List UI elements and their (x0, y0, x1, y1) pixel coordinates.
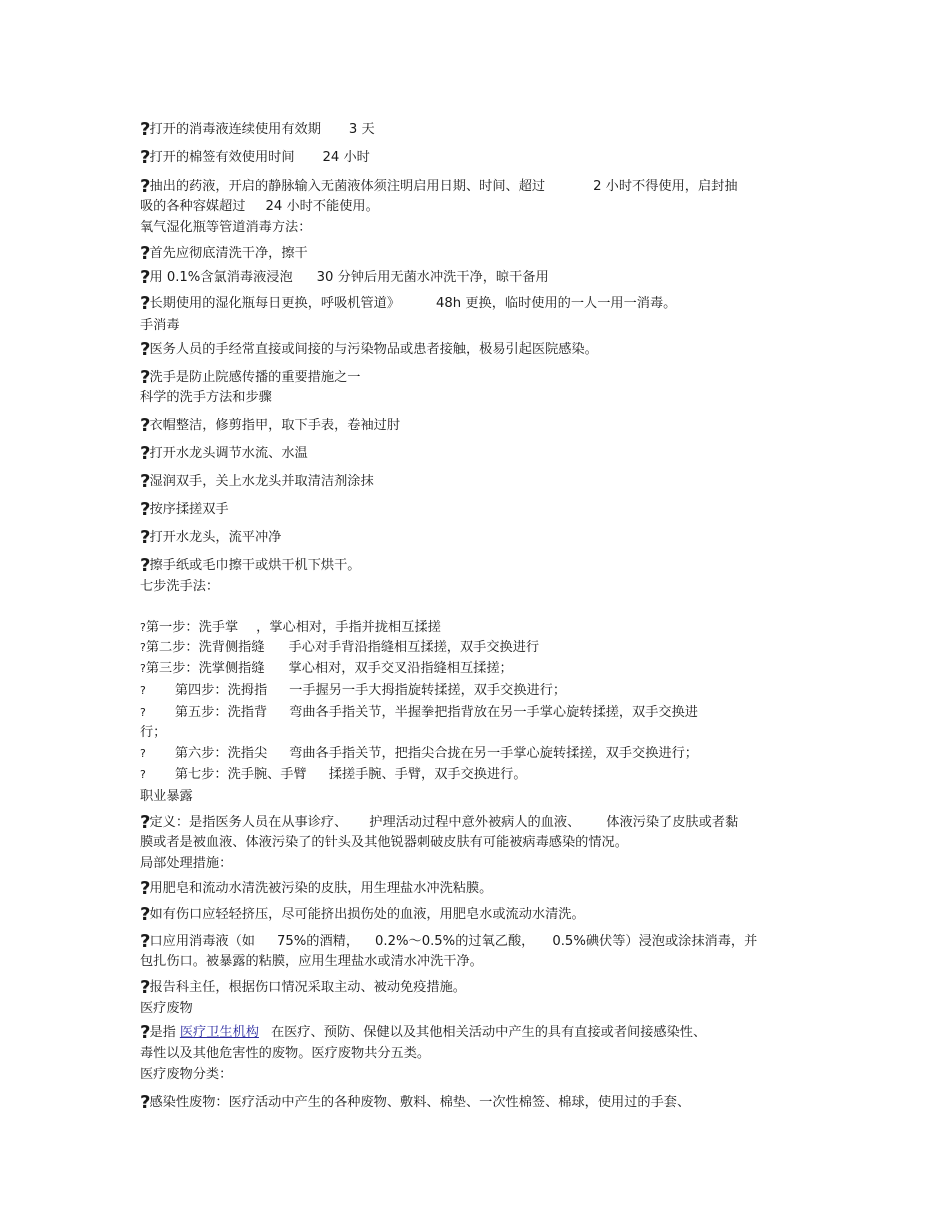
bullet-icon: ? (140, 812, 151, 833)
bullet-icon: ? (140, 293, 151, 314)
bullet-icon: ? (140, 367, 151, 388)
bullet-icon: ? (140, 747, 146, 760)
text-line: ?报告科主任，根据伤口情况采取主动、被动免疫措施。 (140, 977, 466, 998)
text-line: ?用 0.1%含氯消毒液浸泡 30 分钟后用无菌水冲洗干净，晾干备用 (140, 267, 549, 288)
bullet-icon: ? (140, 176, 151, 197)
bullet-icon: ? (140, 931, 151, 952)
step-line: ?第二步：洗背侧指缝 手心对手背沿指缝相互揉搓，双手交换进行 (140, 640, 540, 655)
medical-institution-link[interactable]: 医疗卫生机构 (179, 1025, 259, 1040)
text-line: ?抽出的药液，开启的静脉输入无菌液体须注明启用日期、时间、超过 2 小时不得使用，启封抽 (140, 176, 738, 197)
step-line: ? 第五步：洗指背 弯曲各手指关节，半握拳把指背放在另一手掌心旋转揉搓，双手交换进 (140, 705, 698, 720)
text-line: ?衣帽整洁，修剪指甲，取下手表，卷袖过肘 (140, 415, 401, 436)
section-heading: 科学的洗手方法和步骤 (140, 390, 272, 405)
bullet-icon: ? (140, 443, 151, 464)
text-line: ?擦手纸或毛巾擦干或烘干机下烘干。 (140, 555, 361, 576)
text-line: ?定义：是指医务人员在从事诊疗、 护理活动过程中意外被病人的血液、 体液污染了皮肤或者黏 (140, 812, 739, 833)
bullet-icon: ? (140, 415, 151, 436)
bullet-icon: ? (140, 706, 146, 719)
text-line: ?按序揉搓双手 (140, 499, 229, 520)
section-heading: 医疗废物分类： (140, 1067, 233, 1082)
section-heading: 氧气湿化瓶等管道消毒方法： (140, 220, 312, 235)
bullet-icon: ? (140, 768, 146, 781)
text-line: ?医务人员的手经常直接或间接的与污染物品或患者接触，极易引起医院感染。 (140, 339, 598, 360)
text-line: 膜或者是被血液、体液污染了的针头及其他锐器刺破皮肤有可能被病毒感染的情况。 (140, 835, 628, 850)
step-line: ?第三步：洗掌侧指缝 掌心相对，双手交叉沿指缝相互揉搓； (140, 661, 513, 676)
text-line: ?打开水龙头调节水流、水温 (140, 443, 308, 464)
bullet-icon: ? (140, 641, 146, 654)
step-line: ? 第七步：洗手腕、手臂 揉搓手腕、手臂，双手交换进行。 (140, 767, 527, 782)
bullet-icon: ? (140, 904, 151, 925)
text-line: ?用肥皂和流动水清洗被污染的皮肤，用生理盐水冲洗粘膜。 (140, 878, 493, 899)
bullet-icon: ? (140, 267, 151, 288)
section-heading: 七步洗手法： (140, 579, 220, 594)
bullet-icon: ? (140, 555, 151, 576)
bullet-icon: ? (140, 147, 151, 168)
section-heading: 手消毒 (140, 318, 180, 333)
text-line: ?首先应彻底清洗干净，擦干 (140, 243, 308, 264)
bullet-icon: ? (140, 471, 151, 492)
bullet-icon: ? (140, 684, 146, 697)
section-heading: 职业暴露 (140, 789, 193, 804)
step-line: 行； (140, 725, 167, 740)
step-line: ?第一步：洗手掌 ，掌心相对，手指并拢相互揉搓 (140, 620, 441, 635)
bullet-icon: ? (140, 339, 151, 360)
bullet-icon: ? (140, 499, 151, 520)
bullet-icon: ? (140, 243, 151, 264)
text-line: ?感染性废物：医疗活动中产生的各种废物、敷料、棉垫、一次性棉签、棉球，使用过的手套、 (140, 1092, 691, 1113)
bullet-icon: ? (140, 1022, 151, 1043)
bullet-icon: ? (140, 621, 146, 634)
text-line: ?洗手是防止院感传播的重要措施之一 (140, 367, 361, 388)
section-heading: 医疗废物 (140, 1001, 193, 1016)
step-line: ? 第六步：洗指尖 弯曲各手指关节，把指尖合拢在另一手掌心旋转揉搓，双手交换进行； (140, 746, 698, 761)
bullet-icon: ? (140, 878, 151, 899)
text-line: ?如有伤口应轻轻挤压，尽可能挤出损伤处的血液，用肥皂水或流动水清洗。 (140, 904, 585, 925)
text-line: 包扎伤口。被暴露的粘膜，应用生理盐水或清水冲洗干净。 (140, 954, 483, 969)
bullet-icon: ? (140, 977, 151, 998)
bullet-icon: ? (140, 662, 146, 675)
text-line: ?打开的消毒液连续使用有效期 3 天 (140, 119, 375, 140)
bullet-icon: ? (140, 527, 151, 548)
bullet-icon: ? (140, 119, 151, 140)
text-line: ?湿润双手，关上水龙头并取清洁剂涂抹 (140, 471, 374, 492)
section-heading: 局部处理措施： (140, 856, 233, 871)
step-line: ? 第四步：洗拇指 一手握另一手大拇指旋转揉搓，双手交换进行； (140, 683, 567, 698)
text-line: ?口应用消毒液（如 75%的酒精， 0.2%～0.5%的过氧乙酸， 0.5%碘伏等）浸泡或涂抹消毒，并 (140, 931, 758, 952)
text-line: ?打开的棉签有效使用时间 24 小时 (140, 147, 370, 168)
text-line: ?长期使用的湿化瓶每日更换，呼吸机管道》 48h 更换，临时使用的一人一用一消毒。 (140, 293, 677, 314)
text-line: 毒性以及其他危害性的废物。医疗废物共分五类。 (140, 1046, 431, 1061)
bullet-icon: ? (140, 1092, 151, 1113)
text-line: ?打开水龙头，流平冲净 (140, 527, 282, 548)
text-line: ?是指 医疗卫生机构 在医疗、预防、保健以及其他相关活动中产生的具有直接或者间接感染性、 (140, 1022, 707, 1043)
text-line: 吸的各种容媒超过 24 小时不能使用。 (140, 199, 379, 214)
